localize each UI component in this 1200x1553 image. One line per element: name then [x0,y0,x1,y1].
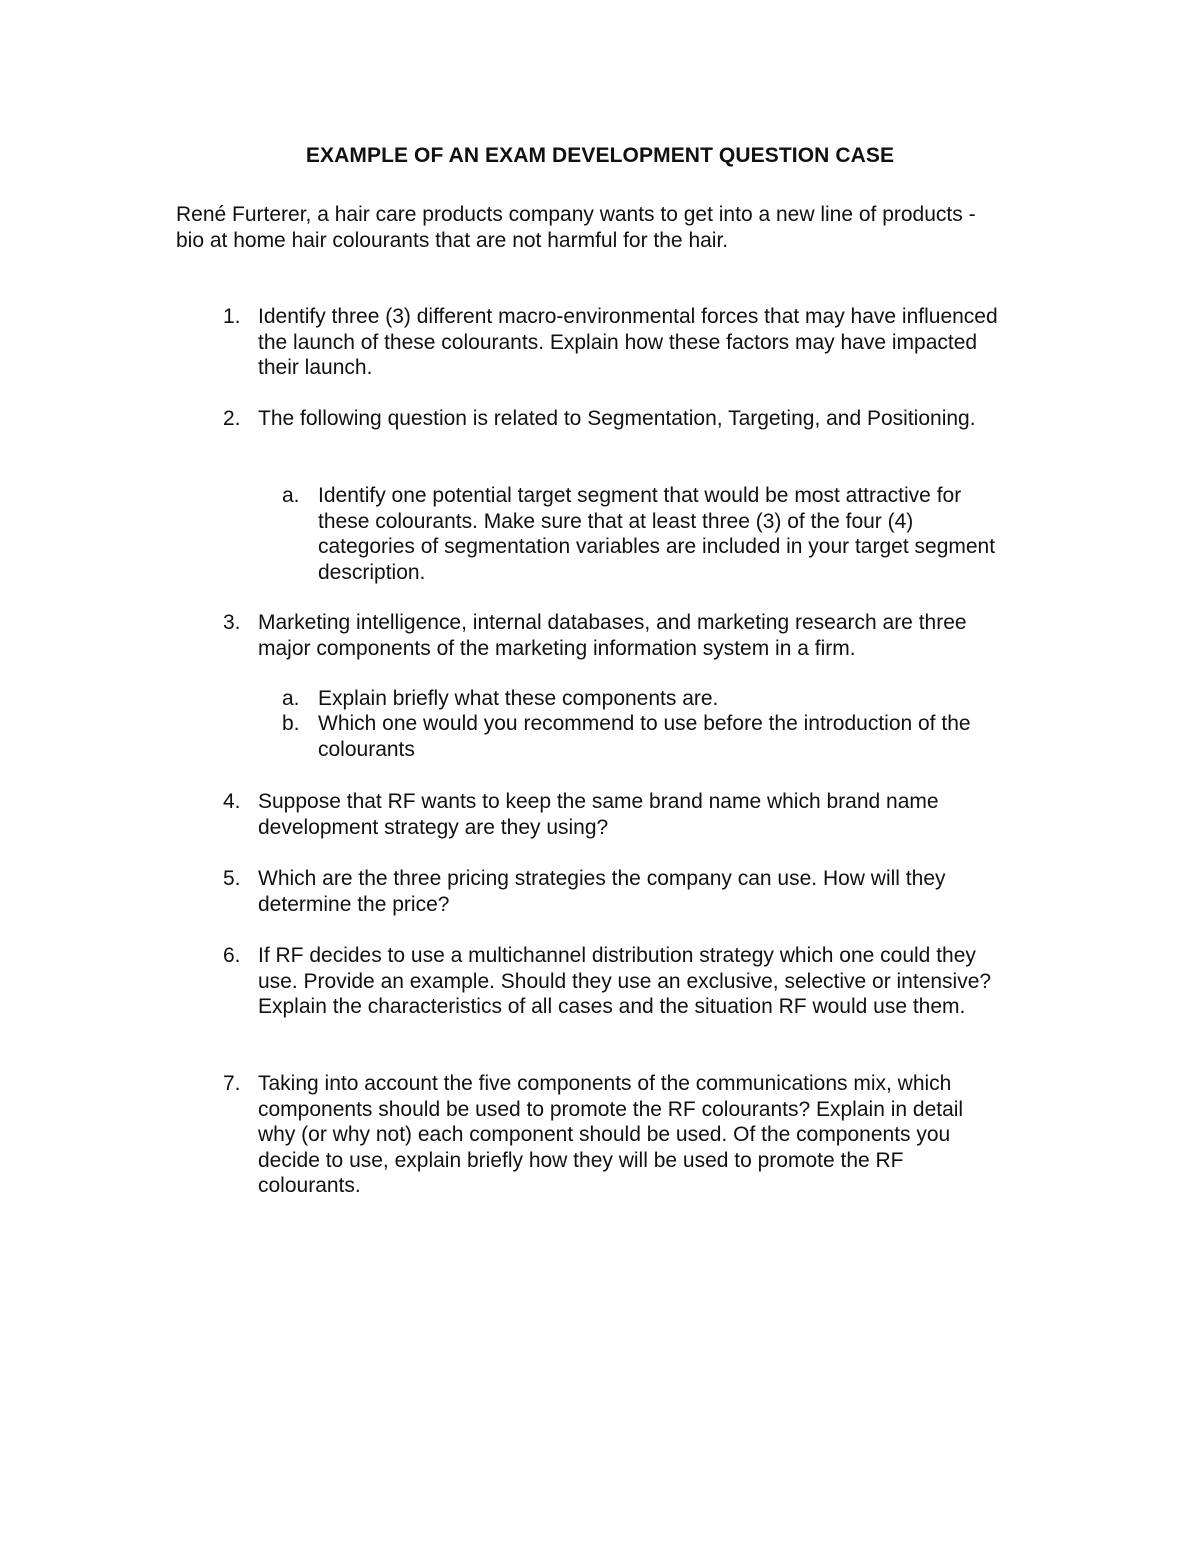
question-7 [176,1071,1006,1199]
question-number: 3. [223,611,241,634]
question-text: Suppose that RF wants to keep the same brand name which brand name development strategy are they using? [258,790,939,839]
question-2 [176,406,1006,432]
question-number: 5. [223,867,241,890]
question-4 [176,789,1006,840]
sub-question-letter: a. [282,484,300,507]
question-3-sub-a [282,686,1002,712]
question-number: 1. [223,305,241,328]
question-6 [176,943,1006,1020]
question-number: 6. [223,944,241,967]
question-5 [176,866,1006,917]
sub-question-letter: a. [282,687,300,710]
question-text: Taking into account the five components of the communications mix, which components should be used to promote the RF colourants? Explain in detail why (or why not) each component should be used. Of the components you decide to use, explain briefly how they will be used to promote the RF colourants. [258,1072,964,1197]
question-text: Which are the three pricing strategies the company can use. How will they determine the price? [258,867,946,916]
sub-question-text: Which one would you recommend to use before the introduction of the colourants [318,712,971,761]
question-2-sub-a [282,483,1002,585]
sub-question-text: Identify one potential target segment that would be most attractive for these colourants. Make sure that at least three (3) of the four (4) categories of segmentation variables are included in your target segment description. [318,484,996,584]
sub-question-text: Explain briefly what these components are. [318,687,719,710]
question-text: If RF decides to use a multichannel distribution strategy which one could they use. Provide an example. Should they use an exclusive, selective or intensive? Explain the characteristics of all cases and the situation RF would use them. [258,944,992,1018]
question-3 [176,610,1006,661]
question-number: 2. [223,407,241,430]
question-text: Identify three (3) different macro-environmental forces that may have influenced the launch of these colourants. Explain how these factors may have impacted their launch. [258,305,998,379]
question-3-sub-b [282,711,1002,762]
question-text: Marketing intelligence, internal databases, and marketing research are three major components of the marketing information system in a firm. [258,611,967,660]
question-1 [176,304,1006,381]
question-number: 7. [223,1072,241,1095]
question-number: 4. [223,790,241,813]
question-text: The following question is related to Segmentation, Targeting, and Positioning. [258,407,976,430]
sub-question-letter: b. [282,712,300,735]
document-title: EXAMPLE OF AN EXAM DEVELOPMENT QUESTION CASE [305,144,895,167]
case-intro: René Furterer, a hair care products company wants to get into a new line of products - bio at home hair colourants that are not harmful for the hair. [176,203,976,252]
